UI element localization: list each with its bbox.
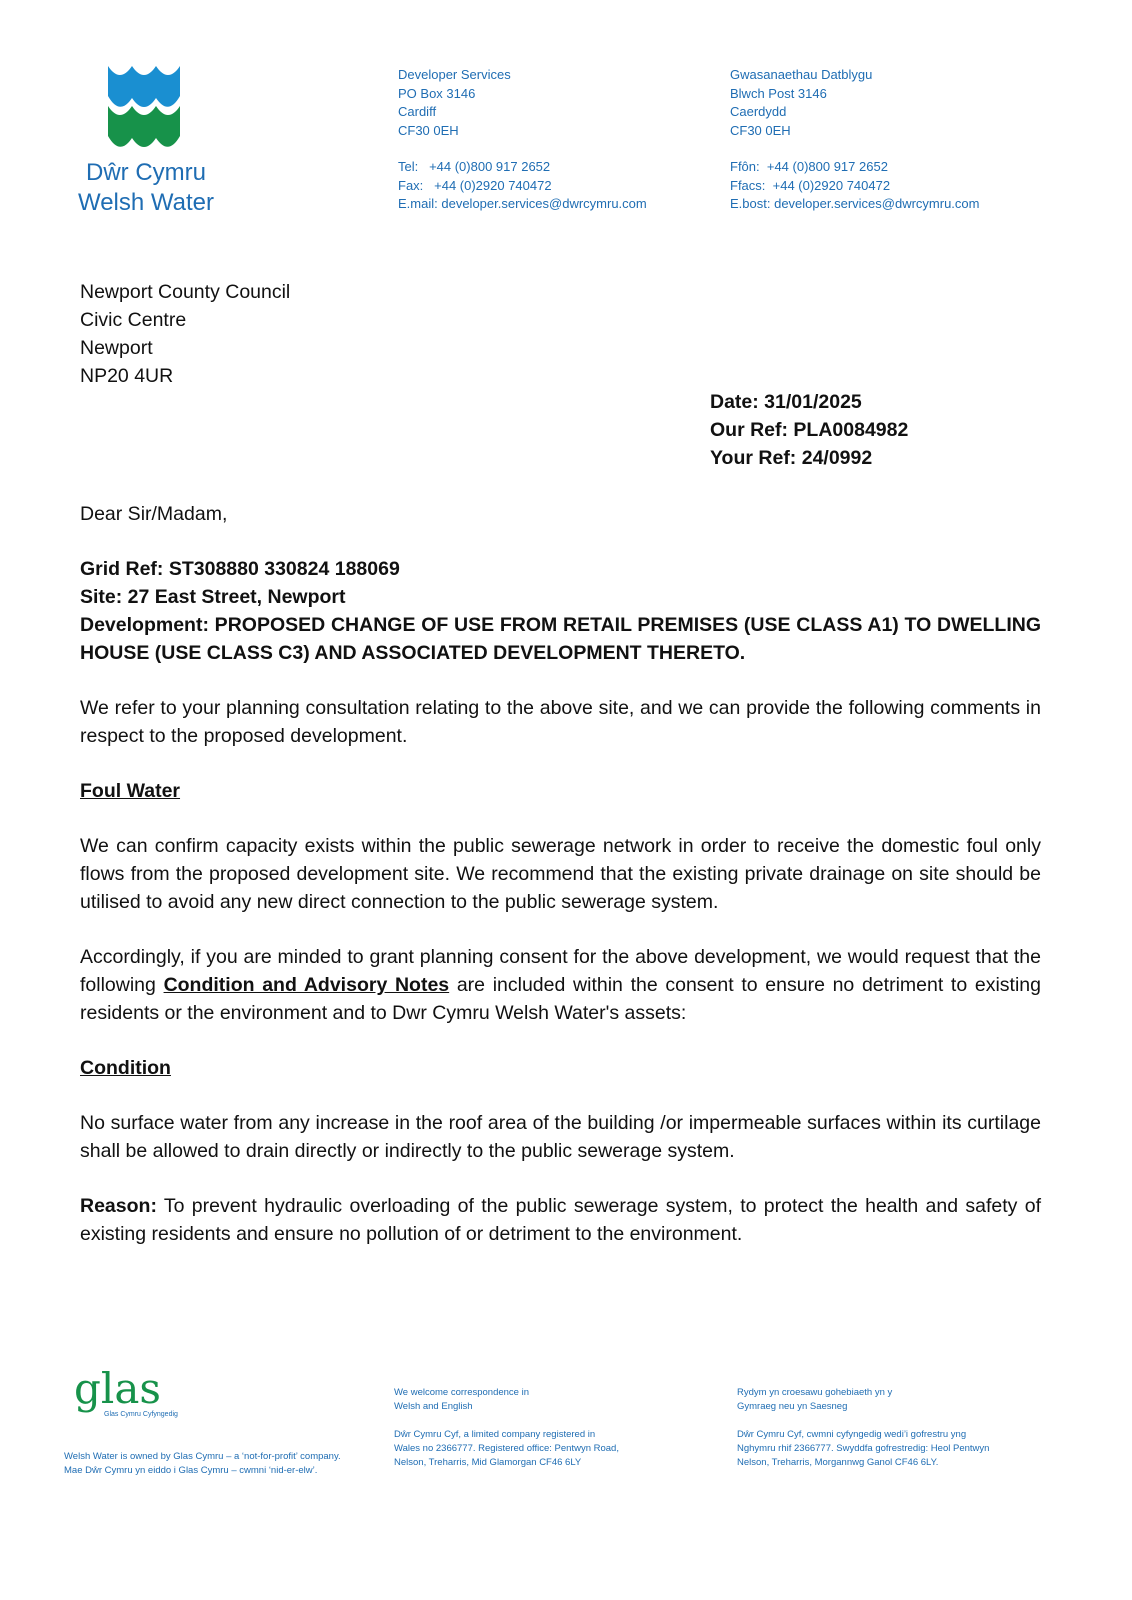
footer-line: Wales no 2366777. Registered office: Pentwyn Road, xyxy=(394,1443,619,1454)
header-line: PO Box 3146 xyxy=(398,85,476,101)
reason-text: To prevent hydraulic overloading of the public sewerage system, to protect the health and safety of existing residents and ensure no pollution of or detriment to the environment. xyxy=(80,1195,1041,1245)
footer-line: Rydym yn croesawu gohebiaeth yn y xyxy=(737,1387,893,1398)
ownership-cy: Mae Dŵr Cymru yn eiddo i Glas Cymru – cwmni ‘nid-er-elw’. xyxy=(64,1465,318,1476)
footer-line: Nghymru rhif 2366777. Swyddfa gofrestredig: Heol Pentwyn xyxy=(737,1443,990,1454)
logo-name-welsh: Dŵr Cymru xyxy=(86,159,206,186)
site: Site: 27 East Street, Newport xyxy=(80,586,346,608)
accordingly-paragraph xyxy=(80,943,1041,1027)
glas-wordmark: glas xyxy=(74,1364,161,1413)
footer-ownership xyxy=(64,1450,341,1478)
footer-line: Nelson, Treharris, Mid Glamorgan CF46 6LY xyxy=(394,1457,582,1468)
header-english xyxy=(398,66,647,214)
condition-advisory-notes-link: Condition and Advisory Notes xyxy=(163,974,450,996)
glas-subtitle: Glas Cymru Cyfyngedig xyxy=(104,1411,178,1418)
footer-line: Welsh and English xyxy=(394,1401,473,1412)
email-link[interactable]: developer.services@dwrcymru.com xyxy=(441,196,647,211)
header-fax: Fax: +44 (0)2920 740472 xyxy=(398,177,552,193)
water-waves-icon xyxy=(66,62,226,158)
header-line: CF30 0EH xyxy=(730,122,791,138)
address-line: Civic Centre xyxy=(80,309,187,331)
header-line: Cardiff xyxy=(398,104,437,119)
address-line: NP20 4UR xyxy=(80,365,174,387)
header-tel: Ffôn: +44 (0)800 917 2652 xyxy=(730,159,888,174)
header-welsh xyxy=(730,66,979,214)
condition-heading: Condition xyxy=(80,1057,171,1079)
footer-line: Nelson, Treharris, Morgannwg Ganol CF46 6LY. xyxy=(737,1457,939,1468)
header-line: Blwch Post 3146 xyxy=(730,85,827,101)
accordingly-text-end: are included within the consent to ensure no detriment to existing residents or the environment and to Dwr Cymru Welsh Water's assets: xyxy=(80,974,1041,1024)
reason-paragraph xyxy=(80,1192,1041,1248)
header-line: Caerdydd xyxy=(730,104,787,119)
header-fax: Ffacs: +44 (0)2920 740472 xyxy=(730,177,891,193)
reference-block xyxy=(710,388,908,472)
footer-line: Dŵr Cymru Cyf, a limited company registered in xyxy=(394,1429,596,1440)
your-ref: Your Ref: 24/0992 xyxy=(710,447,873,469)
header-line: Developer Services xyxy=(398,67,511,82)
ownership-en: Welsh Water is owned by Glas Cymru – a ‘not-for-profit’ company. xyxy=(64,1451,341,1462)
header-line: CF30 0EH xyxy=(398,122,459,138)
foul-water-paragraph: We can confirm capacity exists within the public sewerage network in order to receive the domestic foul only flows from the proposed development site. We recommend that the existing private drainage on site should be utilised to avoid any new direct connection to the public sewerage system. xyxy=(80,835,1041,913)
development-description: Development: PROPOSED CHANGE OF USE FROM RETAIL PREMISES (USE CLASS A1) TO DWELLING HOUSE (USE CLASS C3) AND ASSOCIATED DEVELOPMENT THERETO. xyxy=(80,614,1041,664)
intro-paragraph: We refer to your planning consultation relating to the above site, and we can provide the following comments in respect to the proposed development. xyxy=(80,697,1041,747)
address-line: Newport xyxy=(80,337,153,359)
date: Date: 31/01/2025 xyxy=(710,391,862,413)
header-email-row xyxy=(398,195,647,214)
recipient-address xyxy=(80,278,290,390)
grid-ref: Grid Ref: ST308880 330824 188069 xyxy=(80,558,400,580)
email-label: E.mail: xyxy=(398,196,438,211)
email-label: E.bost: xyxy=(730,196,771,211)
reason-label: Reason: xyxy=(80,1195,157,1217)
header-line: Gwasanaethau Datblygu xyxy=(730,67,873,82)
footer-line: Gymraeg neu yn Saesneg xyxy=(737,1401,848,1412)
letter-body xyxy=(80,500,1041,1248)
footer-english xyxy=(394,1386,619,1470)
accordingly-text: Accordingly, if you are minded to grant planning consent for the above development, we would request that the following xyxy=(80,946,1041,996)
footer-welsh xyxy=(737,1386,989,1470)
header-tel: Tel: +44 (0)800 917 2652 xyxy=(398,159,551,174)
header-email-row xyxy=(730,195,979,214)
logo-name-english: Welsh Water xyxy=(77,189,215,216)
salutation: Dear Sir/Madam, xyxy=(80,503,228,525)
condition-paragraph: No surface water from any increase in the roof area of the building /or impermeable surfaces within its curtilage shall be allowed to drain directly or indirectly to the public sewerage system. xyxy=(80,1112,1041,1162)
dwr-cymru-logo xyxy=(66,62,226,222)
our-ref: Our Ref: PLA0084982 xyxy=(710,419,909,441)
footer-line: Dŵr Cymru Cyf, cwmni cyfyngedig wedi’i gofrestru yng xyxy=(737,1429,967,1440)
address-line: Newport County Council xyxy=(80,281,291,303)
foul-water-heading: Foul Water xyxy=(80,780,181,802)
glas-logo xyxy=(74,1366,178,1419)
email-link[interactable]: developer.services@dwrcymru.com xyxy=(774,196,980,211)
footer-line: We welcome correspondence in xyxy=(394,1387,530,1398)
